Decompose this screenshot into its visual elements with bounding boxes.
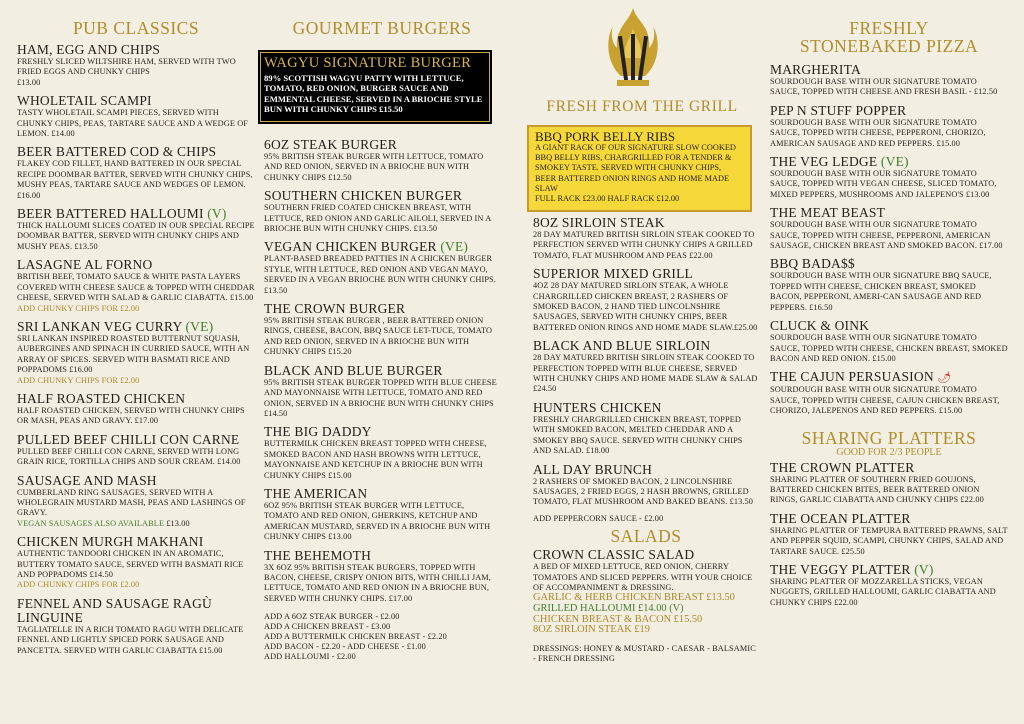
- item-desc: SHARING PLATTER OF TEMPURA BATTERED PRAWNS, SALT AND PEPPER SQUID, SCAMPI, CHUNKY CHIPS, SALAD AND TARTARE SAUCE. £25.50: [770, 525, 1008, 556]
- item-name: THE VEGGY PLATTER (V): [770, 561, 934, 577]
- item-name: SRI LANKAN VEG CURRY (VE): [17, 318, 214, 334]
- item-desc: HALF ROASTED CHICKEN, SERVED WITH CHUNKY CHIPS OR MASH, PEAS AND GRAVY. £17.00: [17, 405, 245, 426]
- menu-item: [770, 370, 1008, 416]
- item-desc: BUTTERMILK CHICKEN BREAST TOPPED WITH CHEESE, SMOKED BACON AND HASH BROWNS WITH LETTUCE, MAYONNAISE AND KETCHUP IN A BRIOCHE BUN WITH CHUNKY CHIPS £15.00: [264, 439, 487, 480]
- item-desc: THICK HALLOUMI SLICES COATED IN OUR SPECIAL RECIPE DOOMBAR BATTER, SERVED WITH CHUNKY CHIPS AND MUSHY PEAS. £13.50: [17, 221, 255, 251]
- item-name: THE CAJUN PERSUASION 🌶: [770, 369, 952, 385]
- item-name: BEER BATTERED HALLOUMI (V): [17, 206, 227, 222]
- menu-item: [770, 319, 1008, 364]
- menu-item: [17, 433, 255, 468]
- item-desc: 28 DAY MATURED BRITISH SIRLOIN STEAK COOKED TO PERFECTION TOPPED WITH BLUE CHEESE, SERVED WITH CHUNKY CHIPS AND HOME MADE SLAW & SALAD £24.50: [533, 353, 758, 394]
- item-name: WHOLETAIL SCAMPI: [17, 93, 152, 109]
- flame-grill-utensils-icon: [607, 6, 659, 98]
- item-name: LASAGNE AL FORNO: [17, 257, 153, 273]
- menu-item: [17, 597, 255, 656]
- featured-item-prices: FULL RACK £23.00 HALF RACK £12.00: [535, 194, 680, 204]
- pizza-title-line1: FRESHLY: [849, 18, 929, 38]
- menu-item: [770, 563, 1008, 608]
- menu-item: [533, 463, 759, 508]
- item-name: HALF ROASTED CHICKEN: [17, 390, 186, 406]
- gourmet-burgers-column: [264, 0, 500, 37]
- item-desc: 4OZ 28 DAY MATURED SIRLOIN STEAK, A WHOLE CHARGRILLED CHICKEN BREAST, 2 RASHERS OF SMOKED BACON, 2 HAND TIED LINCOLNSHIRE SAUSAGES, SERVED WITH CHUNKY CHIPS, BEER BATTERED ONION RINGS AND HOME MADE SLAW.£25.00: [533, 281, 758, 332]
- burger-list: [264, 138, 500, 662]
- item-addon: ADD CHUNKY CHIPS FOR £2.00: [17, 303, 140, 313]
- grill-list: [533, 216, 759, 665]
- item-name: ALL DAY BRUNCH: [533, 461, 653, 477]
- vegetarian-badge: (V): [914, 561, 934, 577]
- vegetarian-badge: (V): [207, 206, 227, 222]
- item-desc: SOURDOUGH BASE WITH OUR SIGNATURE TOMATO SAUCE, TOPPED WITH CHEESE, PEPPERONI, AMERICAN SAUSAGE, CHICKEN BREAST AND SMOKED BACON. £17.00: [770, 220, 1003, 251]
- item-name: BBQ BADA$$: [770, 256, 855, 272]
- item-desc: SOURDOUGH BASE WITH OUR SIGNATURE TOMATO SAUCE, TOPPED WITH VEGAN CHEESE, SLICED TOMATO, MIXED PEPPERS, MUSHROOMS AND JALEPENO'S £13.00: [770, 169, 997, 199]
- item-name: THE CROWN PLATTER: [770, 459, 915, 475]
- item-desc: SOURDOUGH BASE WITH OUR SIGNATURE TOMATO SAUCE, TOPPED WITH CHEESE, CHICKEN BREAST, SMOKED BACON AND RED ONION. £15.00: [770, 333, 1008, 363]
- vegan-badge: (VE): [185, 318, 214, 334]
- menu-item: [264, 138, 500, 183]
- item-name: BEER BATTERED COD & CHIPS: [17, 144, 217, 160]
- item-desc: SHARING PLATTER OF MOZZARELLA STICKS, VEGAN NUGGETS, GRILLED HALLOUMI, GARLIC CIABATTA AND CHUNKY CHIPS £22.00: [770, 576, 996, 607]
- item-desc: SRI LANKAN INSPIRED ROASTED BUTTERNUT SQUASH, AUBERGINES AND SPINACH IN CURRIED SAUCE, WITH AN ARRAY OF SPICES. SERVED WITH BASMATI RICE AND POPPADOMS £16.00: [17, 333, 250, 375]
- menu-item: [264, 549, 500, 605]
- item-desc: 6OZ 95% BRITISH STEAK BURGER WITH LETTUCE, TOMATO AND RED ONION, GHERKINS, KETCHUP AND AMERICAN MUSTARD, SERVED IN A BRIOCHE BUN WITH CHUNKY CHIPS £13.00: [264, 500, 491, 542]
- sharing-title: SHARING PLATTERS: [801, 427, 977, 448]
- item-desc: TASTY WHOLETAIL SCAMPI PIECES, SERVED WITH CHUNKY CHIPS, PEAS, TARTARE SAUCE AND A WEDGE OF LEMON. £14.00: [17, 108, 249, 139]
- item-desc: BRITISH BEEF, TOMATO SAUCE & WHITE PASTA LAYERS COVERED WITH CHEESE SAUCE & TOPPED WITH CHEDDAR CHEESE, SERVED WITH SALAD & GARLIC CIABATTA. £15.00: [17, 272, 255, 303]
- item-name: SAUSAGE AND MASH: [17, 472, 157, 488]
- salad-name: CROWN CLASSIC SALAD: [533, 547, 695, 563]
- vegan-badge: (VE): [440, 239, 469, 255]
- item-desc: SOURDOUGH BASE WITH OUR SIGNATURE TOMATO SAUCE, TOPPED WITH CHEESE, CAJUN CHICKEN BREAST, CHORIZO, JALEPENOS AND RED PEPPERS. £15.00: [770, 385, 1000, 416]
- item-desc: FLAKEY COD FILLET, HAND BATTERED IN OUR SPECIAL RECIPE DOOMBAR BATTER, SERVED WITH CHUNKY CHIPS, MUSHY PEAS, TARTARE SAUCE AND WEDGES OF LEMON. £16.00: [17, 159, 253, 200]
- featured-item-desc: A GIANT RACK OF OUR SIGNATURE SLOW COOKED BBQ BELLY RIBS, CHARGRILLED FOR A TENDER & SMOKEY TASTE. SERVED WITH CHUNKY CHIPS, BEER BATTERED ONION RINGS AND HOME MADE SLAW: [535, 143, 736, 193]
- menu-item: [770, 155, 1008, 200]
- salad-options: [533, 593, 759, 635]
- item-name: THE BIG DADDY: [264, 424, 372, 440]
- item-name: BLACK AND BLUE SIRLOIN: [533, 338, 711, 354]
- salad-desc: A BED OF MIXED LETTUCE, RED ONION, CHERRY TOMATOES AND SLICED PEPPERS. WITH YOUR CHOICE OF ACCOMPANIMENT & DRESSING.: [533, 562, 753, 592]
- grill-addon: ADD PEPPERCORN SAUCE - £2.00: [533, 513, 664, 523]
- menu-item: [17, 94, 255, 139]
- gourmet-burgers-title: GOURMET BURGERS: [292, 18, 472, 38]
- item-name: SUPERIOR MIXED GRILL: [533, 266, 694, 282]
- item-name: PULLED BEEF CHILLI CON CARNE: [17, 431, 240, 447]
- chili-pepper-icon: 🌶: [937, 372, 952, 385]
- sharing-subtitle: GOOD FOR 2/3 PEOPLE: [836, 446, 942, 458]
- item-name: THE AMERICAN: [264, 485, 368, 501]
- item-desc: SOUTHERN FRIED COATED CHICKEN BREAST, WITH LETTUCE, RED ONION AND GARLIC AILOLI, SERVED IN A BRIOCHE BUN WITH CHUNKY CHIPS. £13.50: [264, 203, 491, 234]
- menu-item: [17, 392, 255, 427]
- item-vegan-note: VEGAN SAUSAGES ALSO AVAILABLE £13.00: [17, 518, 190, 528]
- vegan-badge: (VE): [880, 154, 909, 170]
- featured-ribs: [527, 125, 752, 212]
- item-name: THE MEAT BEAST: [770, 205, 886, 221]
- menu-item: [17, 535, 255, 591]
- menu-item: [264, 364, 500, 420]
- menu-item: [17, 474, 255, 530]
- item-desc: SOURDOUGH BASE WITH OUR SIGNATURE TOMATO SAUCE, TOPPED WITH CHEESE AND FRESH BASIL - £12.50: [770, 77, 998, 97]
- menu-item: [770, 63, 1008, 98]
- salad-dressings: DRESSINGS: HONEY & MUSTARD - CAESAR - BALSAMIC - FRENCH DRESSING: [533, 643, 756, 664]
- item-desc: 95% BRITISH STEAK BURGER , BEER BATTERED ONION RINGS, CHEESE, BACON, BBQ SAUCE LET-TUCE, TOMATO AND RED ONION, SERVED IN A BRIOCHE BUN WITH CHUNKY CHIPS £15.20: [264, 316, 493, 357]
- item-desc: FRESHLY CHARGRILLED CHICKEN BREAST, TOPPED WITH SMOKED BACON, MELTED CHEDDAR AND A SMOKEY BBQ SAUCE. SERVED WITH CHUNKY CHIPS AND SALAD. £18.00: [533, 414, 743, 456]
- salad-option: GARLIC & HERB CHICKEN BREAST £13.50: [533, 592, 735, 604]
- pub-classics-title: PUB CLASSICS: [72, 18, 200, 38]
- featured-item-name: BBQ PORK BELLY RIBS: [535, 129, 676, 144]
- pizza-column: [770, 0, 1008, 614]
- menu-item: [264, 189, 500, 234]
- salad-option: GRILLED HALLOUMI £14.00 (V): [533, 602, 684, 614]
- item-name: BLACK AND BLUE BURGER: [264, 362, 443, 378]
- menu-item: [17, 43, 255, 88]
- menu-item: [17, 145, 255, 201]
- item-desc: FRESHLY SLICED WILTSHIRE HAM, SERVED WITH TWO FRIED EGGS AND CHUNKY CHIPS £13.00: [17, 57, 236, 87]
- item-name: CHICKEN MURGH MAKHANI: [17, 534, 204, 550]
- item-desc: SHARING PLATTER OF SOUTHERN FRIED GOUJONS, BATTERED CHICKEN BITES, BEER BATTERED ONION RINGS, GARLIC CIABATTA AND CHUNKY CHIPS £22.00: [770, 474, 984, 505]
- pub-classics-column: [17, 0, 255, 662]
- item-name: PEP N STUFF POPPER: [770, 102, 907, 118]
- salads-title: SALADS: [610, 526, 682, 547]
- item-name: THE OCEAN PLATTER: [770, 510, 911, 526]
- item-name: THE CROWN BURGER: [264, 301, 406, 317]
- item-name: SOUTHERN CHICKEN BURGER: [264, 188, 463, 204]
- menu-item: [17, 207, 255, 252]
- item-name: HUNTERS CHICKEN: [533, 399, 662, 415]
- menu-item: [17, 320, 255, 386]
- item-desc: PLANT-BASED BREADED PATTIES IN A CHICKEN BURGER STYLE, WITH LETTUCE, RED ONION AND VEGAN MAYO, SERVED IN A VEGAN BRIOCHE BUN WITH CHUNKY CHIPS. £13.50: [264, 254, 496, 295]
- menu-item: [533, 401, 759, 457]
- menu-item: [17, 258, 255, 314]
- grill-title: FRESH FROM THE GRILL: [546, 98, 738, 115]
- item-desc: SOURDOUGH BASE WITH OUR SIGNATURE TOMATO SAUCE, TOPPED WITH CHEESE, PEPPERONI, CHORIZO, AMERICAN SAUSAGE AND RED PEPPERS. £15.00: [770, 117, 986, 148]
- item-name: FENNEL AND SAUSAGE RAGÙ LINGUINE: [17, 595, 212, 625]
- featured-wagyu-burger: [258, 50, 492, 124]
- item-name: THE BEHEMOTH: [264, 547, 372, 563]
- salad-option: 8OZ SIRLOIN STEAK £19: [533, 624, 650, 636]
- item-name: 6OZ STEAK BURGER: [264, 137, 397, 152]
- item-desc: 3X 6OZ 95% BRITISH STEAK BURGERS, TOPPED WITH BACON, CHEESE, CRISPY ONION BITS, WITH CHILLI JAM, LETTUCE, TOMATO AND RED ONION IN A BRIOCHE BUN, SERVED WITH CHUNKY CHIPS. £17.00: [264, 562, 491, 603]
- item-name: CLUCK & OINK: [770, 318, 870, 334]
- item-desc: 2 RASHERS OF SMOKED BACON, 2 LINCOLNSHIRE SAUSAGES, 2 FRIED EGGS, 2 HASH BROWNS, GRILLED TOMATO, FLAT MUSHROOM AND BAKED BEANS. £13.50: [533, 476, 754, 507]
- item-desc: PULLED BEEF CHILLI CON CARNE, SERVED WITH LONG GRAIN RICE, TORTILLA CHIPS AND SOUR CREAM. £14.00: [17, 446, 241, 467]
- item-name: MARGHERITA: [770, 62, 861, 77]
- featured-item-desc: 89% SCOTTISH WAGYU PATTY WITH LETTUCE, TOMATO, RED ONION, BURGER SAUCE AND EMMENTAL CHEESE, SERVED IN A BRIOCHE STYLE BUN WITH CHUNKY CHIPS £15.50: [264, 73, 483, 114]
- pizza-title-line2: STONEBAKED PIZZA: [799, 36, 979, 56]
- menu-item: [533, 267, 759, 333]
- item-desc: 28 DAY MATURED BRITISH SIRLOIN STEAK COOKED TO PERFECTION SERVED WITH CHUNKY CHIPS A GRILLED TOMATO, FLAT MUSHROOM AND PEAS £22.00: [533, 230, 755, 260]
- menu-item: [264, 240, 500, 296]
- item-addon: ADD CHUNKY CHIPS FOR £2.00: [17, 375, 140, 385]
- item-name: VEGAN CHICKEN BURGER (VE): [264, 239, 469, 255]
- menu-item: [264, 302, 500, 358]
- item-name: THE VEG LEDGE (VE): [770, 154, 909, 170]
- item-desc: 95% BRITISH STEAK BURGER TOPPED WITH BLUE CHEESE AND MAYONNAISE WITH LETTUCE, TOMATO AND RED ONION, SERVED IN A BRIOCHE BUN WITH CHUNKY CHIPS £14.50: [264, 377, 497, 418]
- menu-item: [264, 487, 500, 543]
- menu-item: [264, 425, 500, 481]
- menu-item: [770, 512, 1008, 557]
- featured-item-name: WAGYU SIGNATURE BURGER: [264, 55, 472, 71]
- item-desc: AUTHENTIC TANDOORI CHICKEN IN AN AROMATIC, BUTTERY TOMATO SAUCE, SERVED WITH BASMATI RICE AND POPPADOMS £14.50: [17, 549, 244, 579]
- menu-item: [770, 206, 1008, 251]
- burger-addons: ADD A 6OZ STEAK BURGER - £2.00 ADD A CHICKEN BREAST - £3.00 ADD A BUTTERMILK CHICKEN BREAST - £2.20 ADD BACON - £2.20 - ADD CHEESE - £1.00 ADD HALLOUMI - £2.00: [264, 612, 447, 662]
- menu-item: [770, 104, 1008, 149]
- item-desc: SOURDOUGH BASE WITH OUR SIGNATURE BBQ SAUCE, TOPPED WITH CHEESE, CHICKEN BREAST, SMOKED BACON, PEPPERONI, AMERI-CAN SAUSAGE AND RED PEPPERS. £16.50: [770, 271, 992, 312]
- item-name: 8OZ SIRLOIN STEAK: [533, 215, 665, 230]
- item-desc: 95% BRITISH STEAK BURGER WITH LETTUCE, TOMATO AND RED ONION, SERVED IN A BRIOCHE BUN WITH CHUNKY CHIPS £12.50: [264, 152, 484, 182]
- menu-item: [770, 257, 1008, 313]
- item-desc: CUMBERLAND RING SAUSAGES, SERVED WITH A WHOLEGRAIN MUSTARD MASH, PEAS AND LASHINGS OF GRAVY.: [17, 487, 246, 518]
- item-addon: ADD CHUNKY CHIPS FOR £2.00: [17, 580, 140, 590]
- menu-item: [533, 339, 759, 395]
- item-desc: TAGLIATELLE IN A RICH TOMATO RAGU WITH DELICATE FENNEL AND LIGHTLY SPICED PORK SAUSAGE AND PANCETTA. SERVED WITH GARLIC CIABATTA £15.00: [17, 624, 244, 655]
- menu-item: [533, 216, 759, 261]
- item-name: HAM, EGG AND CHIPS: [17, 42, 161, 57]
- menu-item: [770, 461, 1008, 506]
- salad-option: CHICKEN BREAST & BACON £15.50: [533, 613, 703, 625]
